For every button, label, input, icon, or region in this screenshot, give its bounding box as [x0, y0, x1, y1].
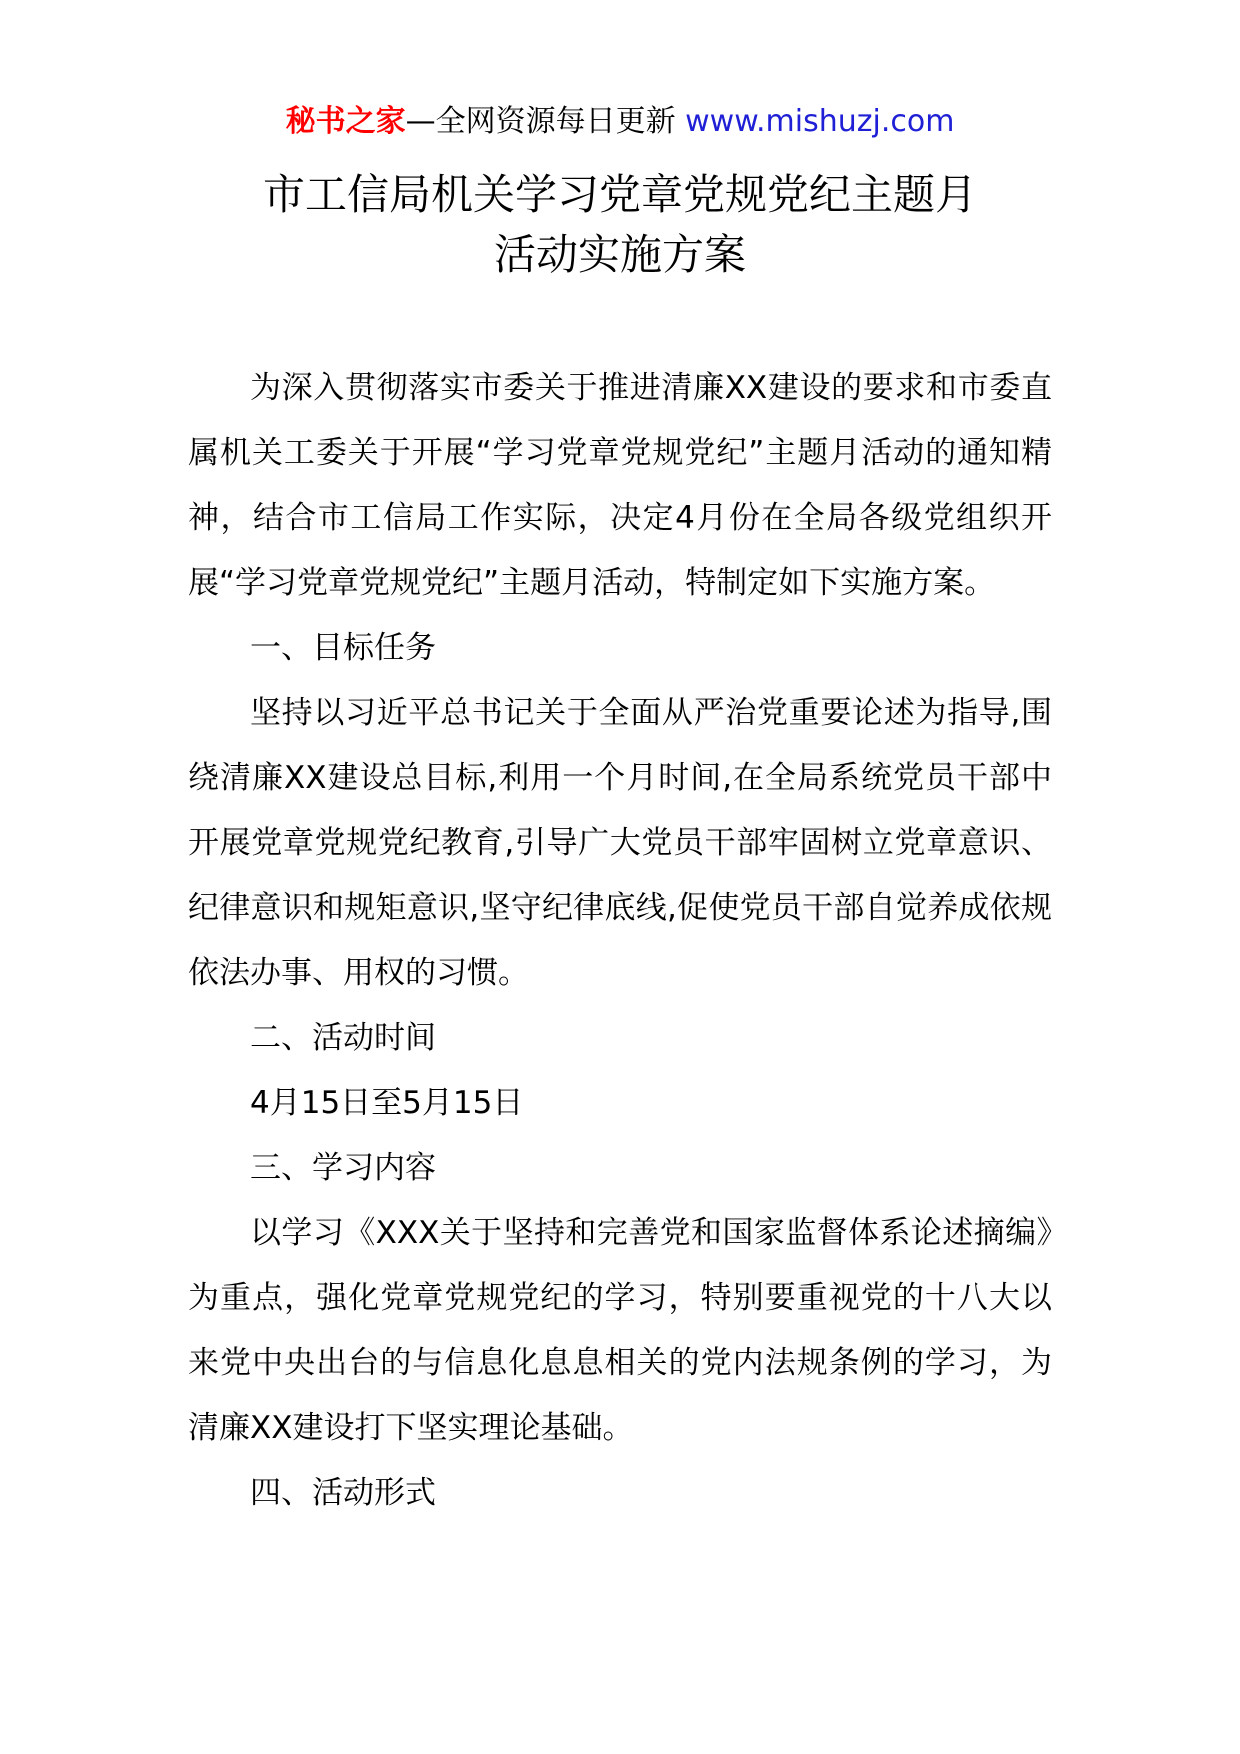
section-heading-2: 二、活动时间: [250, 1020, 436, 1056]
intro-paragraph: 为深入贯彻落实市委关于推进清廉XX建设的要求和市委直属机关工委关于开展“学习党章党规党纪”主题月活动的通知精神，结合市工信局工作实际，决定4月份在全局各级党组织开展“学习党章党规党纪”主题月活动，特制定如下实施方案。: [188, 370, 1052, 601]
section-3-paragraph: 以学习《XXX关于坚持和完善党和国家监督体系论述摘编》为重点，强化党章党规党纪的学习，特别要重视党的十八大以来党中央出台的与信息化息息相关的党内法规条例的学习，为清廉XX建设打下坚实理论基础。: [188, 1215, 1052, 1446]
section-heading-3: 三、学习内容: [250, 1150, 436, 1186]
section-heading-4: 四、活动形式: [250, 1475, 436, 1511]
site-url[interactable]: www.mishuzj.com: [685, 104, 955, 139]
section-1-paragraph: 坚持以习近平总书记关于全面从严治党重要论述为指导,围绕清廉XX建设总目标,利用一个月时间,在全局系统党员干部中开展党章党规党纪教育,引导广大党员干部牢固树立党章意识、纪律意识和规矩意识,坚守纪律底线,促使党员干部自觉养成依规依法办事、用权的习惯。: [188, 695, 1052, 991]
section-heading-1: 一、目标任务: [250, 630, 436, 666]
section-2-paragraph: 4月15日至5月15日: [250, 1085, 524, 1121]
document-title: [0, 165, 1240, 285]
document-body: [188, 356, 1052, 1526]
header-tagline: —全网资源每日更新: [405, 104, 676, 139]
brand-name: 秘书之家: [285, 104, 406, 139]
title-line-2: 活动实施方案: [493, 230, 746, 279]
site-header: [0, 102, 1240, 142]
title-line-1: 市工信局机关学习党章党规党纪主题月: [262, 170, 977, 219]
